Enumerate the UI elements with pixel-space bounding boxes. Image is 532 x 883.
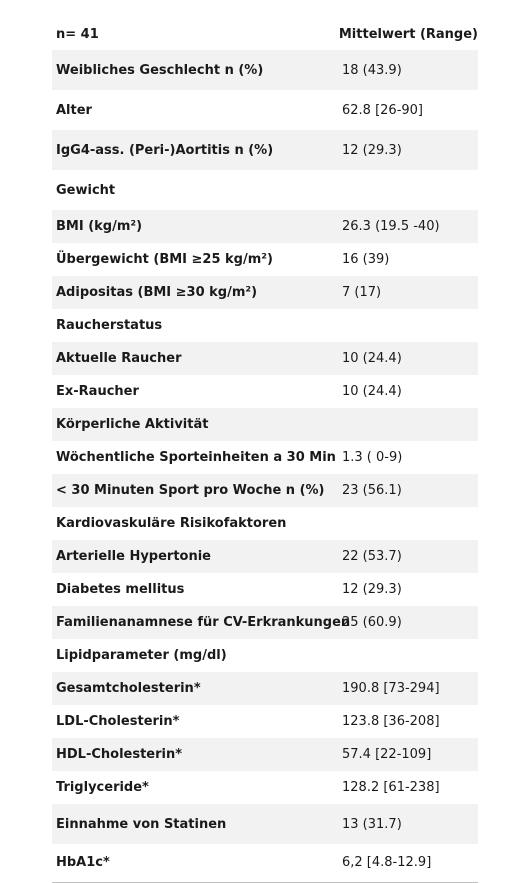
row-label: Triglyceride* xyxy=(56,780,149,795)
section-row xyxy=(52,507,478,540)
row-value: 1.3 ( 0-9) xyxy=(342,450,403,465)
table-row xyxy=(52,342,478,375)
row-label: Einnahme von Statinen xyxy=(56,816,227,832)
row-value: 13 (31.7) xyxy=(342,816,402,832)
row-value: 6,2 [4.8-12.9] xyxy=(342,854,432,870)
header-value: Mittelwert (Range) xyxy=(338,26,478,42)
row-label: Ex-Raucher xyxy=(56,384,139,399)
row-label: LDL-Cholesterin* xyxy=(56,714,180,729)
row-value: 12 (29.3) xyxy=(342,142,402,158)
row-label: Adipositas (BMI ≥30 kg/m²) xyxy=(56,285,258,300)
table-row xyxy=(52,50,478,90)
table-row xyxy=(52,540,478,573)
row-value: 25 (60.9) xyxy=(342,615,402,630)
row-label: Arterielle Hypertonie xyxy=(56,549,212,564)
table-row xyxy=(52,804,478,844)
row-value: 128.2 [61-238] xyxy=(342,780,440,795)
table-row xyxy=(52,672,478,705)
table-row xyxy=(52,375,478,408)
characteristics-table xyxy=(52,18,478,880)
row-value: 16 (39) xyxy=(342,252,390,267)
table-row xyxy=(52,474,478,507)
row-label: < 30 Minuten Sport pro Woche n (%) xyxy=(56,483,325,498)
row-value: 22 (53.7) xyxy=(342,549,402,564)
table-row xyxy=(52,771,478,804)
table-row xyxy=(52,573,478,606)
table-row xyxy=(52,210,478,243)
row-value: 23 (56.1) xyxy=(342,483,402,498)
section-row xyxy=(52,408,478,441)
section-label: Lipidparameter (mg/dl) xyxy=(56,648,227,663)
row-value: 10 (24.4) xyxy=(342,384,402,399)
row-label: Wöchentliche Sporteinheiten a 30 Min xyxy=(56,450,336,465)
row-value: 190.8 [73-294] xyxy=(342,681,440,696)
row-value: 12 (29.3) xyxy=(342,582,402,597)
row-label: Übergewicht (BMI ≥25 kg/m²) xyxy=(56,252,273,267)
section-label: Raucherstatus xyxy=(56,318,163,333)
table-row xyxy=(52,90,478,130)
table-header-row xyxy=(52,18,478,50)
row-label: Alter xyxy=(56,102,92,118)
row-value: 123.8 [36-208] xyxy=(342,714,440,729)
section-label: Körperliche Aktivität xyxy=(56,417,209,432)
row-value: 7 (17) xyxy=(342,285,382,300)
row-label: Familienanamnese für CV-Erkrankungen xyxy=(56,615,351,630)
section-row xyxy=(52,309,478,342)
row-value: 62.8 [26-90] xyxy=(342,102,423,118)
row-label: Diabetes mellitus xyxy=(56,582,185,597)
header-label: n= 41 xyxy=(56,26,99,42)
row-label: IgG4-ass. (Peri-)Aortitis n (%) xyxy=(56,142,274,158)
table-row xyxy=(52,705,478,738)
table-row xyxy=(52,441,478,474)
table-row xyxy=(52,844,478,880)
row-value: 18 (43.9) xyxy=(342,62,402,78)
row-value: 57.4 [22-109] xyxy=(342,747,432,762)
section-label: Kardiovaskuläre Risikofaktoren xyxy=(56,516,287,531)
section-row xyxy=(52,170,478,210)
table-row xyxy=(52,243,478,276)
section-label: Gewicht xyxy=(56,182,116,198)
table-row xyxy=(52,276,478,309)
row-label: Gesamtcholesterin* xyxy=(56,681,201,696)
table-row xyxy=(52,606,478,639)
row-label: HDL-Cholesterin* xyxy=(56,747,183,762)
section-row xyxy=(52,639,478,672)
table-row xyxy=(52,130,478,170)
row-value: 10 (24.4) xyxy=(342,351,402,366)
row-label: BMI (kg/m²) xyxy=(56,219,143,234)
row-label: Aktuelle Raucher xyxy=(56,351,182,366)
row-label: Weibliches Geschlecht n (%) xyxy=(56,62,264,78)
row-value: 26.3 (19.5 -40) xyxy=(342,219,440,234)
row-label: HbA1c* xyxy=(56,854,110,870)
table-row xyxy=(52,738,478,771)
